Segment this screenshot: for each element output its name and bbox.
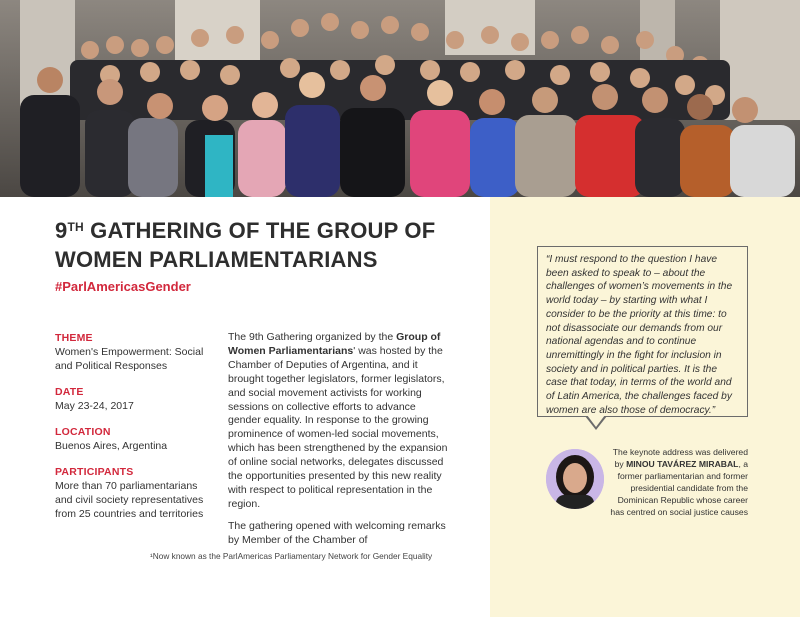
- keynote-text-end: , a former parliamentarian and former presidential candidate from the Dominican Republic whose career has centred on social justice causes: [610, 459, 748, 517]
- title-line1: GATHERING OF THE GROUP OF: [83, 218, 436, 243]
- participants-value: More than 70 parliamentarians and civil society representatives from 25 countries and territories: [55, 480, 204, 520]
- title-superscript: TH: [67, 220, 84, 234]
- theme-value: Women's Empowerment: Social and Political Responses: [55, 346, 204, 372]
- body-p1-end: ' was hosted by the Chamber of Deputies of Argentina, and it brought together legislators, former legislators, and social movement activists for working sessions on collective efforts to advance gender equality. In response to the growing prominence of women-led social movements, which has been strengthened by the expansion of online social networks, delegates discussed the opportunities presented by this new reality with respect to political representation in the region.: [228, 344, 448, 510]
- location-value: Buenos Aires, Argentina: [55, 440, 168, 452]
- footnote: ¹Now known as the ParlAmericas Parliamentary Network for Gender Equality: [150, 551, 433, 561]
- title-line2: WOMEN PARLIAMENTARIANS: [55, 247, 378, 272]
- date-value: May 23-24, 2017: [55, 400, 134, 412]
- page-title: [55, 216, 475, 274]
- quote-tail-inner: [587, 415, 605, 427]
- body-p1-bold: Group of Women Parliamentarians: [228, 331, 441, 357]
- keynote-speaker-name: MINOU TAVÁREZ MIRABAL: [626, 459, 739, 469]
- group-photo: [0, 0, 800, 197]
- date-block: [55, 385, 215, 413]
- body-p1-start: The 9th Gathering organized by the: [228, 331, 397, 343]
- portrait-icon: [546, 449, 604, 509]
- participants-block: [55, 465, 215, 521]
- date-label: DATE: [55, 386, 84, 398]
- body-paragraph-1: [228, 331, 448, 512]
- location-label: LOCATION: [55, 426, 111, 438]
- participants-label: PARTICIPANTS: [55, 466, 134, 478]
- keynote-text-start: The keynote address was delivered by: [612, 447, 748, 469]
- avatar: [546, 449, 604, 509]
- group-photo-illustration: [0, 0, 800, 197]
- body-paragraph-2: The gathering opened with welcoming remarks by Member of the Chamber of: [228, 519, 446, 546]
- theme-block: [55, 331, 215, 373]
- article-body: [228, 331, 448, 556]
- location-block: [55, 425, 215, 453]
- event-details: [55, 331, 215, 533]
- theme-label: THEME: [55, 332, 93, 344]
- hashtag: #ParlAmericasGender: [55, 279, 191, 294]
- quote-box: “I must respond to the question I have been asked to speak to – about the challenges of women’s movements in the world today – by starting with what I consider to be the priority at this time: to not disassociate our demands from our national agendas and to continue unremittingly in the fight for inclusion in society and in political parties. It is the case that today, in terms of the world and of Latin America, the challenges faced by women are also those of democracy.”: [537, 246, 748, 417]
- keynote-caption: [610, 446, 748, 518]
- title-number: 9: [55, 218, 68, 243]
